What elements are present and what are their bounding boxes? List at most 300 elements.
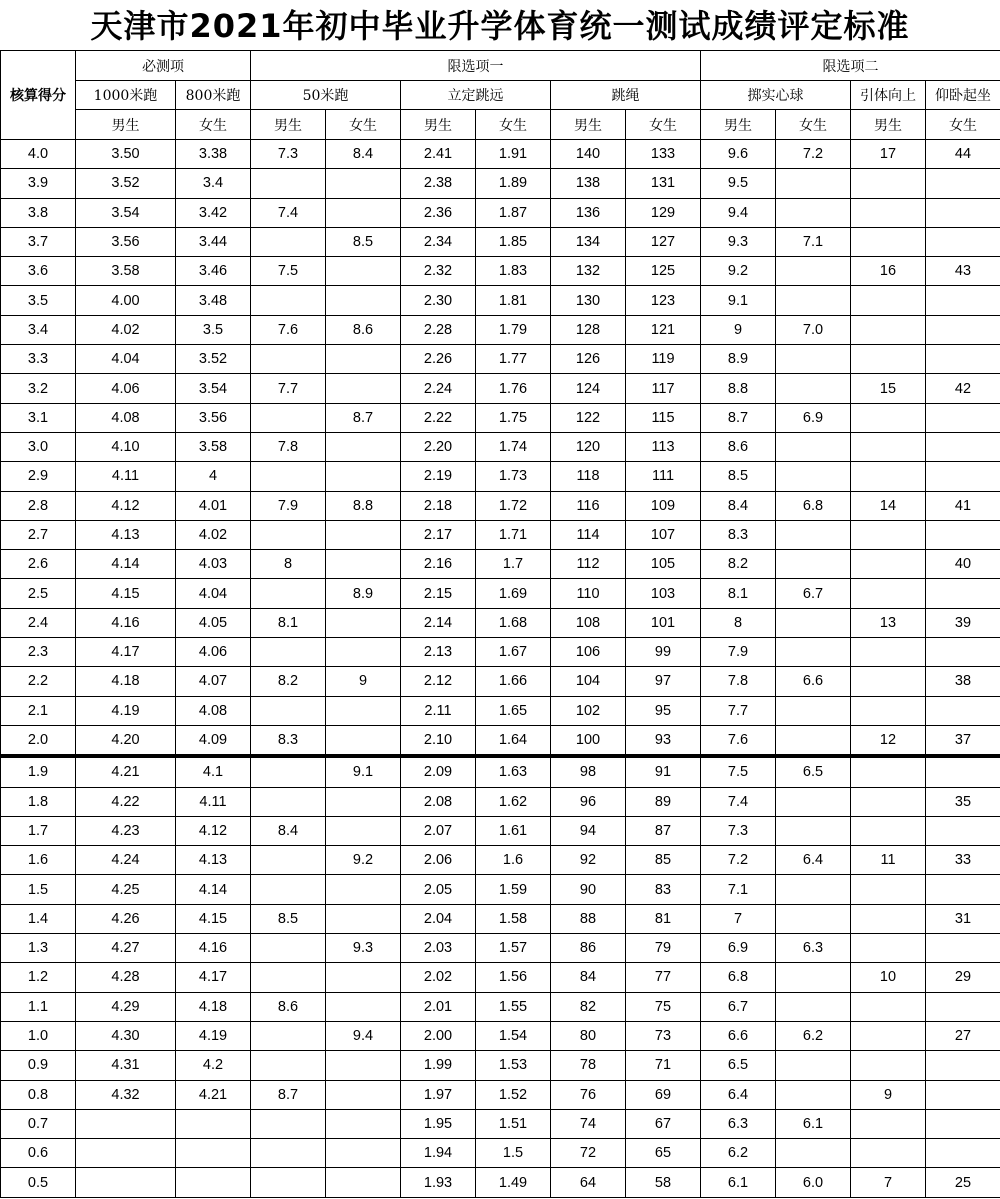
score-cell: 1.0 [1,1021,76,1050]
value-cell: 1.65 [476,696,551,725]
value-cell [776,1051,851,1080]
gender-header-cell: 女生 [176,110,251,140]
value-cell: 2.07 [401,816,476,845]
value-cell: 9.3 [701,227,776,256]
value-cell: 6.9 [701,934,776,963]
value-cell: 6.6 [701,1021,776,1050]
value-cell: 7 [701,904,776,933]
value-cell: 44 [926,140,1000,169]
value-cell: 105 [626,550,701,579]
value-cell [926,520,1000,549]
value-cell [326,1080,401,1109]
value-cell [851,520,926,549]
value-cell: 2.22 [401,403,476,432]
group-header-elective-two: 限选项二 [701,51,1000,81]
value-cell [251,462,326,491]
value-cell: 4.30 [76,1021,176,1050]
value-cell [251,963,326,992]
value-cell [326,875,401,904]
value-cell: 6.6 [776,667,851,696]
value-cell: 131 [626,169,701,198]
value-cell: 8 [701,608,776,637]
value-cell: 89 [626,787,701,816]
value-cell: 8.5 [251,904,326,933]
score-cell: 1.5 [1,875,76,904]
value-cell: 1.62 [476,787,551,816]
value-cell: 101 [626,608,701,637]
value-cell: 1.55 [476,992,551,1021]
table-row [1,696,1000,725]
score-cell: 4.0 [1,140,76,169]
value-cell: 2.26 [401,345,476,374]
table-body [1,140,1000,1198]
value-cell: 72 [551,1139,626,1168]
value-cell [776,1080,851,1109]
value-cell: 2.01 [401,992,476,1021]
score-cell: 2.8 [1,491,76,520]
value-cell: 97 [626,667,701,696]
value-cell [326,198,401,227]
value-cell [251,227,326,256]
value-cell: 67 [626,1109,701,1138]
value-cell: 118 [551,462,626,491]
value-cell: 1.54 [476,1021,551,1050]
table-row [1,904,1000,933]
score-cell: 0.9 [1,1051,76,1080]
value-cell: 88 [551,904,626,933]
value-cell: 1.83 [476,257,551,286]
value-cell: 1.64 [476,725,551,756]
value-cell [326,462,401,491]
value-cell: 7.8 [251,432,326,461]
value-cell: 4.28 [76,963,176,992]
value-cell: 119 [626,345,701,374]
value-cell: 4.21 [76,756,176,787]
value-cell: 4.02 [76,315,176,344]
value-cell: 7.8 [701,667,776,696]
value-cell: 2.11 [401,696,476,725]
score-cell: 0.6 [1,1139,76,1168]
value-cell: 7.7 [251,374,326,403]
value-cell: 6.2 [701,1139,776,1168]
value-cell: 78 [551,1051,626,1080]
value-cell: 122 [551,403,626,432]
value-cell [326,257,401,286]
value-cell: 2.09 [401,756,476,787]
value-cell: 8.7 [251,1080,326,1109]
value-cell [926,403,1000,432]
value-cell [326,1139,401,1168]
value-cell: 2.41 [401,140,476,169]
value-cell [326,904,401,933]
value-cell: 69 [626,1080,701,1109]
value-cell [251,579,326,608]
value-cell: 4.06 [176,638,251,667]
score-cell: 1.2 [1,963,76,992]
value-cell [251,934,326,963]
value-cell: 4.19 [76,696,176,725]
table-row [1,169,1000,198]
table-row [1,315,1000,344]
value-cell: 8.3 [701,520,776,549]
value-cell [926,462,1000,491]
value-cell: 7.0 [776,315,851,344]
value-cell: 132 [551,257,626,286]
value-cell: 83 [626,875,701,904]
value-cell: 4.32 [76,1080,176,1109]
table-row [1,934,1000,963]
value-cell: 7.9 [251,491,326,520]
table-row [1,520,1000,549]
value-cell: 1.5 [476,1139,551,1168]
value-cell [926,345,1000,374]
value-cell: 3.44 [176,227,251,256]
value-cell: 3.5 [176,315,251,344]
value-cell [926,169,1000,198]
value-cell: 7.6 [701,725,776,756]
value-cell: 1.51 [476,1109,551,1138]
score-cell: 0.5 [1,1168,76,1197]
value-cell: 6.3 [776,934,851,963]
value-cell: 9.1 [701,286,776,315]
group-header-elective-one: 限选项一 [251,51,701,81]
value-cell [326,638,401,667]
score-cell: 1.9 [1,756,76,787]
value-cell [926,1051,1000,1080]
score-cell: 3.0 [1,432,76,461]
score-cell: 3.1 [1,403,76,432]
value-cell: 80 [551,1021,626,1050]
value-cell: 74 [551,1109,626,1138]
value-cell [326,725,401,756]
score-cell: 3.5 [1,286,76,315]
value-cell [851,315,926,344]
value-cell [326,286,401,315]
value-cell: 8.9 [701,345,776,374]
value-cell: 38 [926,667,1000,696]
value-cell: 7.5 [251,257,326,286]
value-cell: 9.6 [701,140,776,169]
value-cell [76,1168,176,1197]
score-cell: 2.2 [1,667,76,696]
value-cell [251,638,326,667]
value-cell: 4.00 [76,286,176,315]
score-cell: 2.9 [1,462,76,491]
value-cell: 4.25 [76,875,176,904]
table-row [1,1168,1000,1197]
table-row [1,638,1000,667]
score-standard-table [0,50,1000,1198]
value-cell: 86 [551,934,626,963]
value-cell [851,816,926,845]
value-cell: 4.29 [76,992,176,1021]
value-cell [251,286,326,315]
table-row [1,462,1000,491]
value-cell: 4.03 [176,550,251,579]
value-cell [776,462,851,491]
value-cell: 3.58 [76,257,176,286]
value-cell: 73 [626,1021,701,1050]
value-cell: 4.18 [76,667,176,696]
value-cell: 3.56 [76,227,176,256]
table-row [1,1139,1000,1168]
value-cell: 6.7 [701,992,776,1021]
value-cell [776,1139,851,1168]
score-cell: 3.9 [1,169,76,198]
value-cell: 8.3 [251,725,326,756]
value-cell: 8.4 [701,491,776,520]
value-cell: 98 [551,756,626,787]
value-cell: 17 [851,140,926,169]
value-cell: 9.3 [326,934,401,963]
value-cell: 1.93 [401,1168,476,1197]
gender-header-cell: 女生 [326,110,401,140]
value-cell: 8.5 [326,227,401,256]
value-cell: 2.15 [401,579,476,608]
value-cell: 136 [551,198,626,227]
value-cell [776,198,851,227]
value-cell: 2.30 [401,286,476,315]
value-cell: 8.2 [251,667,326,696]
value-cell [776,345,851,374]
gender-header-cell: 男生 [251,110,326,140]
value-cell: 8 [251,550,326,579]
table-row [1,286,1000,315]
value-cell: 6.3 [701,1109,776,1138]
value-cell: 3.58 [176,432,251,461]
value-cell [326,432,401,461]
value-cell: 112 [551,550,626,579]
value-cell: 7.4 [251,198,326,227]
value-cell: 4.15 [176,904,251,933]
value-cell: 126 [551,345,626,374]
value-cell: 3.50 [76,140,176,169]
value-cell [851,638,926,667]
value-cell: 9.2 [701,257,776,286]
value-cell: 4.1 [176,756,251,787]
value-cell [926,1139,1000,1168]
table-row [1,667,1000,696]
event-header-1000m: 1000米跑 [76,81,176,110]
value-cell: 1.67 [476,638,551,667]
value-cell: 1.94 [401,1139,476,1168]
value-cell: 6.1 [776,1109,851,1138]
value-cell [176,1168,251,1197]
value-cell: 6.4 [701,1080,776,1109]
value-cell [776,904,851,933]
value-cell [251,1139,326,1168]
value-cell [851,934,926,963]
value-cell: 7.2 [701,846,776,875]
value-cell: 4.24 [76,846,176,875]
value-cell: 8.5 [701,462,776,491]
value-cell: 7.1 [776,227,851,256]
value-cell [251,787,326,816]
value-cell: 9.4 [701,198,776,227]
value-cell [326,696,401,725]
value-cell: 8.6 [326,315,401,344]
value-cell: 81 [626,904,701,933]
value-cell: 9 [851,1080,926,1109]
value-cell: 2.05 [401,875,476,904]
value-cell: 77 [626,963,701,992]
value-cell [251,1168,326,1197]
value-cell [176,1139,251,1168]
table-row [1,816,1000,845]
score-cell: 3.8 [1,198,76,227]
value-cell: 1.58 [476,904,551,933]
value-cell: 8.1 [701,579,776,608]
value-cell [851,403,926,432]
value-cell: 1.87 [476,198,551,227]
value-cell [251,846,326,875]
value-cell: 7.1 [701,875,776,904]
value-cell: 4.18 [176,992,251,1021]
value-cell [926,432,1000,461]
value-cell: 2.32 [401,257,476,286]
value-cell [776,374,851,403]
value-cell: 121 [626,315,701,344]
value-cell: 6.0 [776,1168,851,1197]
value-cell: 92 [551,846,626,875]
value-cell: 58 [626,1168,701,1197]
value-cell: 1.68 [476,608,551,637]
value-cell: 2.13 [401,638,476,667]
value-cell: 115 [626,403,701,432]
value-cell [851,462,926,491]
value-cell: 8.8 [326,491,401,520]
value-cell [926,875,1000,904]
value-cell [251,403,326,432]
value-cell: 2.20 [401,432,476,461]
table-row [1,725,1000,756]
value-cell: 107 [626,520,701,549]
value-cell: 4.12 [76,491,176,520]
value-cell: 7 [851,1168,926,1197]
value-cell: 8.4 [326,140,401,169]
value-cell [776,257,851,286]
score-column-header: 核算得分 [1,51,76,140]
value-cell [326,963,401,992]
value-cell: 79 [626,934,701,963]
score-cell: 3.4 [1,315,76,344]
value-cell: 94 [551,816,626,845]
value-cell: 9 [701,315,776,344]
value-cell: 2.03 [401,934,476,963]
value-cell: 1.79 [476,315,551,344]
value-cell: 2.34 [401,227,476,256]
score-cell: 2.0 [1,725,76,756]
table-row [1,345,1000,374]
value-cell [776,638,851,667]
value-cell: 138 [551,169,626,198]
value-cell: 1.69 [476,579,551,608]
value-cell: 2.04 [401,904,476,933]
value-cell [326,608,401,637]
value-cell: 43 [926,257,1000,286]
value-cell: 71 [626,1051,701,1080]
value-cell: 4.12 [176,816,251,845]
value-cell: 9.4 [326,1021,401,1050]
value-cell: 84 [551,963,626,992]
value-cell: 4.05 [176,608,251,637]
value-cell: 6.2 [776,1021,851,1050]
value-cell [326,1168,401,1197]
value-cell [851,286,926,315]
value-cell: 2.14 [401,608,476,637]
table-row [1,1109,1000,1138]
value-cell [776,696,851,725]
value-cell: 4.04 [76,345,176,374]
value-cell: 7.5 [701,756,776,787]
value-cell [776,725,851,756]
value-cell: 31 [926,904,1000,933]
value-cell: 1.97 [401,1080,476,1109]
value-cell: 7.2 [776,140,851,169]
value-cell: 104 [551,667,626,696]
event-header-shot-put: 掷实心球 [701,81,851,110]
event-header-50m: 50米跑 [251,81,401,110]
value-cell [851,1109,926,1138]
value-cell: 27 [926,1021,1000,1050]
value-cell: 7.3 [251,140,326,169]
value-cell [776,432,851,461]
value-cell: 4.16 [76,608,176,637]
value-cell: 1.52 [476,1080,551,1109]
score-cell: 3.6 [1,257,76,286]
value-cell: 4.13 [176,846,251,875]
value-cell: 124 [551,374,626,403]
value-cell [776,169,851,198]
value-cell: 129 [626,198,701,227]
value-cell: 4.02 [176,520,251,549]
value-cell: 4.27 [76,934,176,963]
value-cell: 4.31 [76,1051,176,1080]
group-header-required: 必测项 [76,51,251,81]
value-cell [251,1021,326,1050]
value-cell: 2.16 [401,550,476,579]
value-cell: 95 [626,696,701,725]
value-cell: 4.01 [176,491,251,520]
value-cell [776,787,851,816]
value-cell [326,345,401,374]
value-cell: 7.3 [701,816,776,845]
value-cell [776,608,851,637]
value-cell: 1.76 [476,374,551,403]
value-cell: 91 [626,756,701,787]
value-cell [851,345,926,374]
table-row [1,374,1000,403]
value-cell: 9.5 [701,169,776,198]
value-cell: 14 [851,491,926,520]
value-cell: 3.38 [176,140,251,169]
value-cell: 108 [551,608,626,637]
value-cell [326,787,401,816]
score-cell: 2.5 [1,579,76,608]
value-cell [926,198,1000,227]
value-cell [926,934,1000,963]
value-cell: 12 [851,725,926,756]
value-cell: 4.07 [176,667,251,696]
value-cell [851,787,926,816]
value-cell: 1.6 [476,846,551,875]
value-cell [326,1051,401,1080]
gender-header-cell: 男生 [76,110,176,140]
event-header-800m: 800米跑 [176,81,251,110]
score-cell: 1.1 [1,992,76,1021]
value-cell: 6.7 [776,579,851,608]
value-cell: 2.06 [401,846,476,875]
